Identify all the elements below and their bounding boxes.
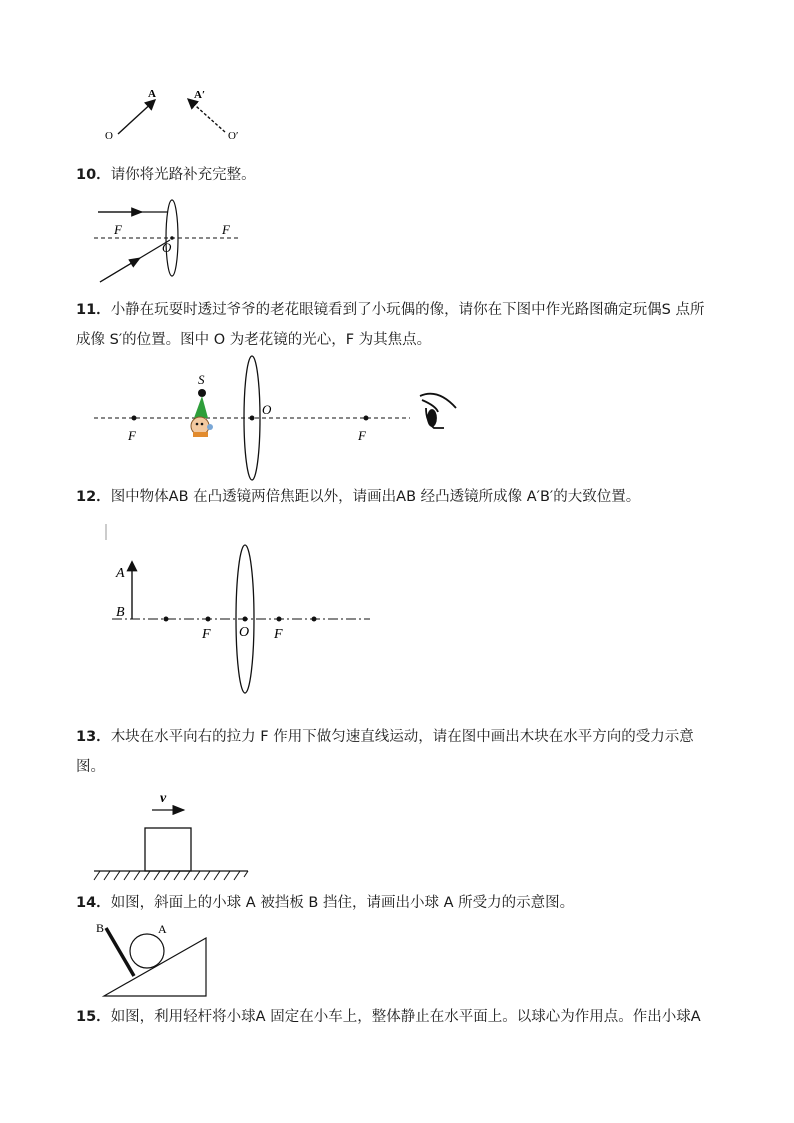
q10-diagram — [90, 196, 250, 286]
question-number: 10． — [76, 167, 111, 183]
ray-OA — [118, 100, 155, 134]
label-F-right: F — [222, 222, 230, 237]
optical-center-dot — [243, 617, 248, 622]
label-A-prime: A′ — [194, 89, 206, 101]
wooden-block — [145, 828, 191, 871]
label-A: A — [158, 922, 167, 936]
label-A: A — [148, 88, 156, 100]
question-text: 如图，斜面上的小球 A 被挡板 B 挡住，请画出小球 A 所受力的示意图。 — [110, 895, 575, 911]
question-number: 14． — [76, 895, 111, 911]
label-B: B — [116, 605, 125, 620]
label-O: O — [262, 402, 272, 417]
question-text: 如图，利用轻杆将小球A 固定在小车上，整体静止在水平面上。以球心为作用点。作出小球A — [110, 1009, 701, 1025]
q12-diagram — [104, 520, 374, 696]
label-O-prime: O′ — [228, 130, 239, 142]
question-text-line1: 木块在水平向右的拉力 F 作用下做匀速直线运动，请在图中画出木块在水平方向的受力示意 — [110, 729, 694, 745]
focus-right-dot — [364, 416, 369, 421]
label-F-left: F — [114, 222, 122, 237]
question-text-line1: 小静在玩耍时透过爷爷的老花眼镜看到了小玩偶的像，请你在下图中作光路图确定玩偶S 点所 — [110, 302, 705, 318]
label-O: O — [239, 625, 250, 640]
q13-diagram — [92, 786, 252, 884]
eye-icon — [420, 394, 456, 428]
question-text-line2: 成像 S′的位置。图中 O 为老花镜的光心，F 为其焦点。 — [76, 332, 432, 348]
question-11 — [76, 300, 705, 320]
question-13-line2 — [76, 757, 105, 777]
fig9-diagram — [100, 84, 250, 146]
optical-center-dot — [250, 416, 255, 421]
label-B: B — [96, 921, 105, 935]
question-number: 15． — [76, 1009, 111, 1025]
point-2F-left — [164, 617, 169, 622]
question-text: 请你将光路补充完整。 — [110, 167, 256, 183]
point-2F-right — [312, 617, 317, 622]
question-10 — [76, 165, 256, 185]
label-O: O — [162, 240, 172, 255]
q14-diagram — [92, 920, 212, 1000]
label-F-right: F — [274, 627, 283, 642]
q11-diagram — [90, 356, 470, 482]
label-F-left: F — [202, 627, 211, 642]
question-number: 13． — [76, 729, 111, 745]
focus-left-dot — [132, 416, 137, 421]
question-11-line2 — [76, 330, 431, 350]
label-O: O — [105, 130, 113, 142]
ground-hatching — [94, 871, 248, 880]
question-15 — [76, 1007, 701, 1027]
label-F-right: F — [358, 428, 366, 443]
question-number: 11． — [76, 302, 111, 318]
question-text-line2: 图。 — [76, 759, 105, 775]
question-text: 图中物体AB 在凸透镜两倍焦距以外，请画出AB 经凸透镜所成像 A′B′的大致位置。 — [110, 489, 641, 505]
toy-doll-icon — [191, 389, 213, 437]
question-12 — [76, 487, 640, 507]
label-v: v — [160, 791, 167, 806]
focus-left-dot — [206, 617, 211, 622]
question-number: 12． — [76, 489, 111, 505]
focus-right-dot — [277, 617, 282, 622]
ball-A — [130, 934, 164, 968]
ray-O2A2 — [188, 99, 225, 132]
label-F-left: F — [128, 428, 136, 443]
label-S: S — [198, 372, 205, 387]
incident-ray-oblique-arrow — [100, 258, 140, 282]
question-13 — [76, 727, 694, 747]
label-A: A — [116, 566, 125, 581]
question-14 — [76, 893, 574, 913]
